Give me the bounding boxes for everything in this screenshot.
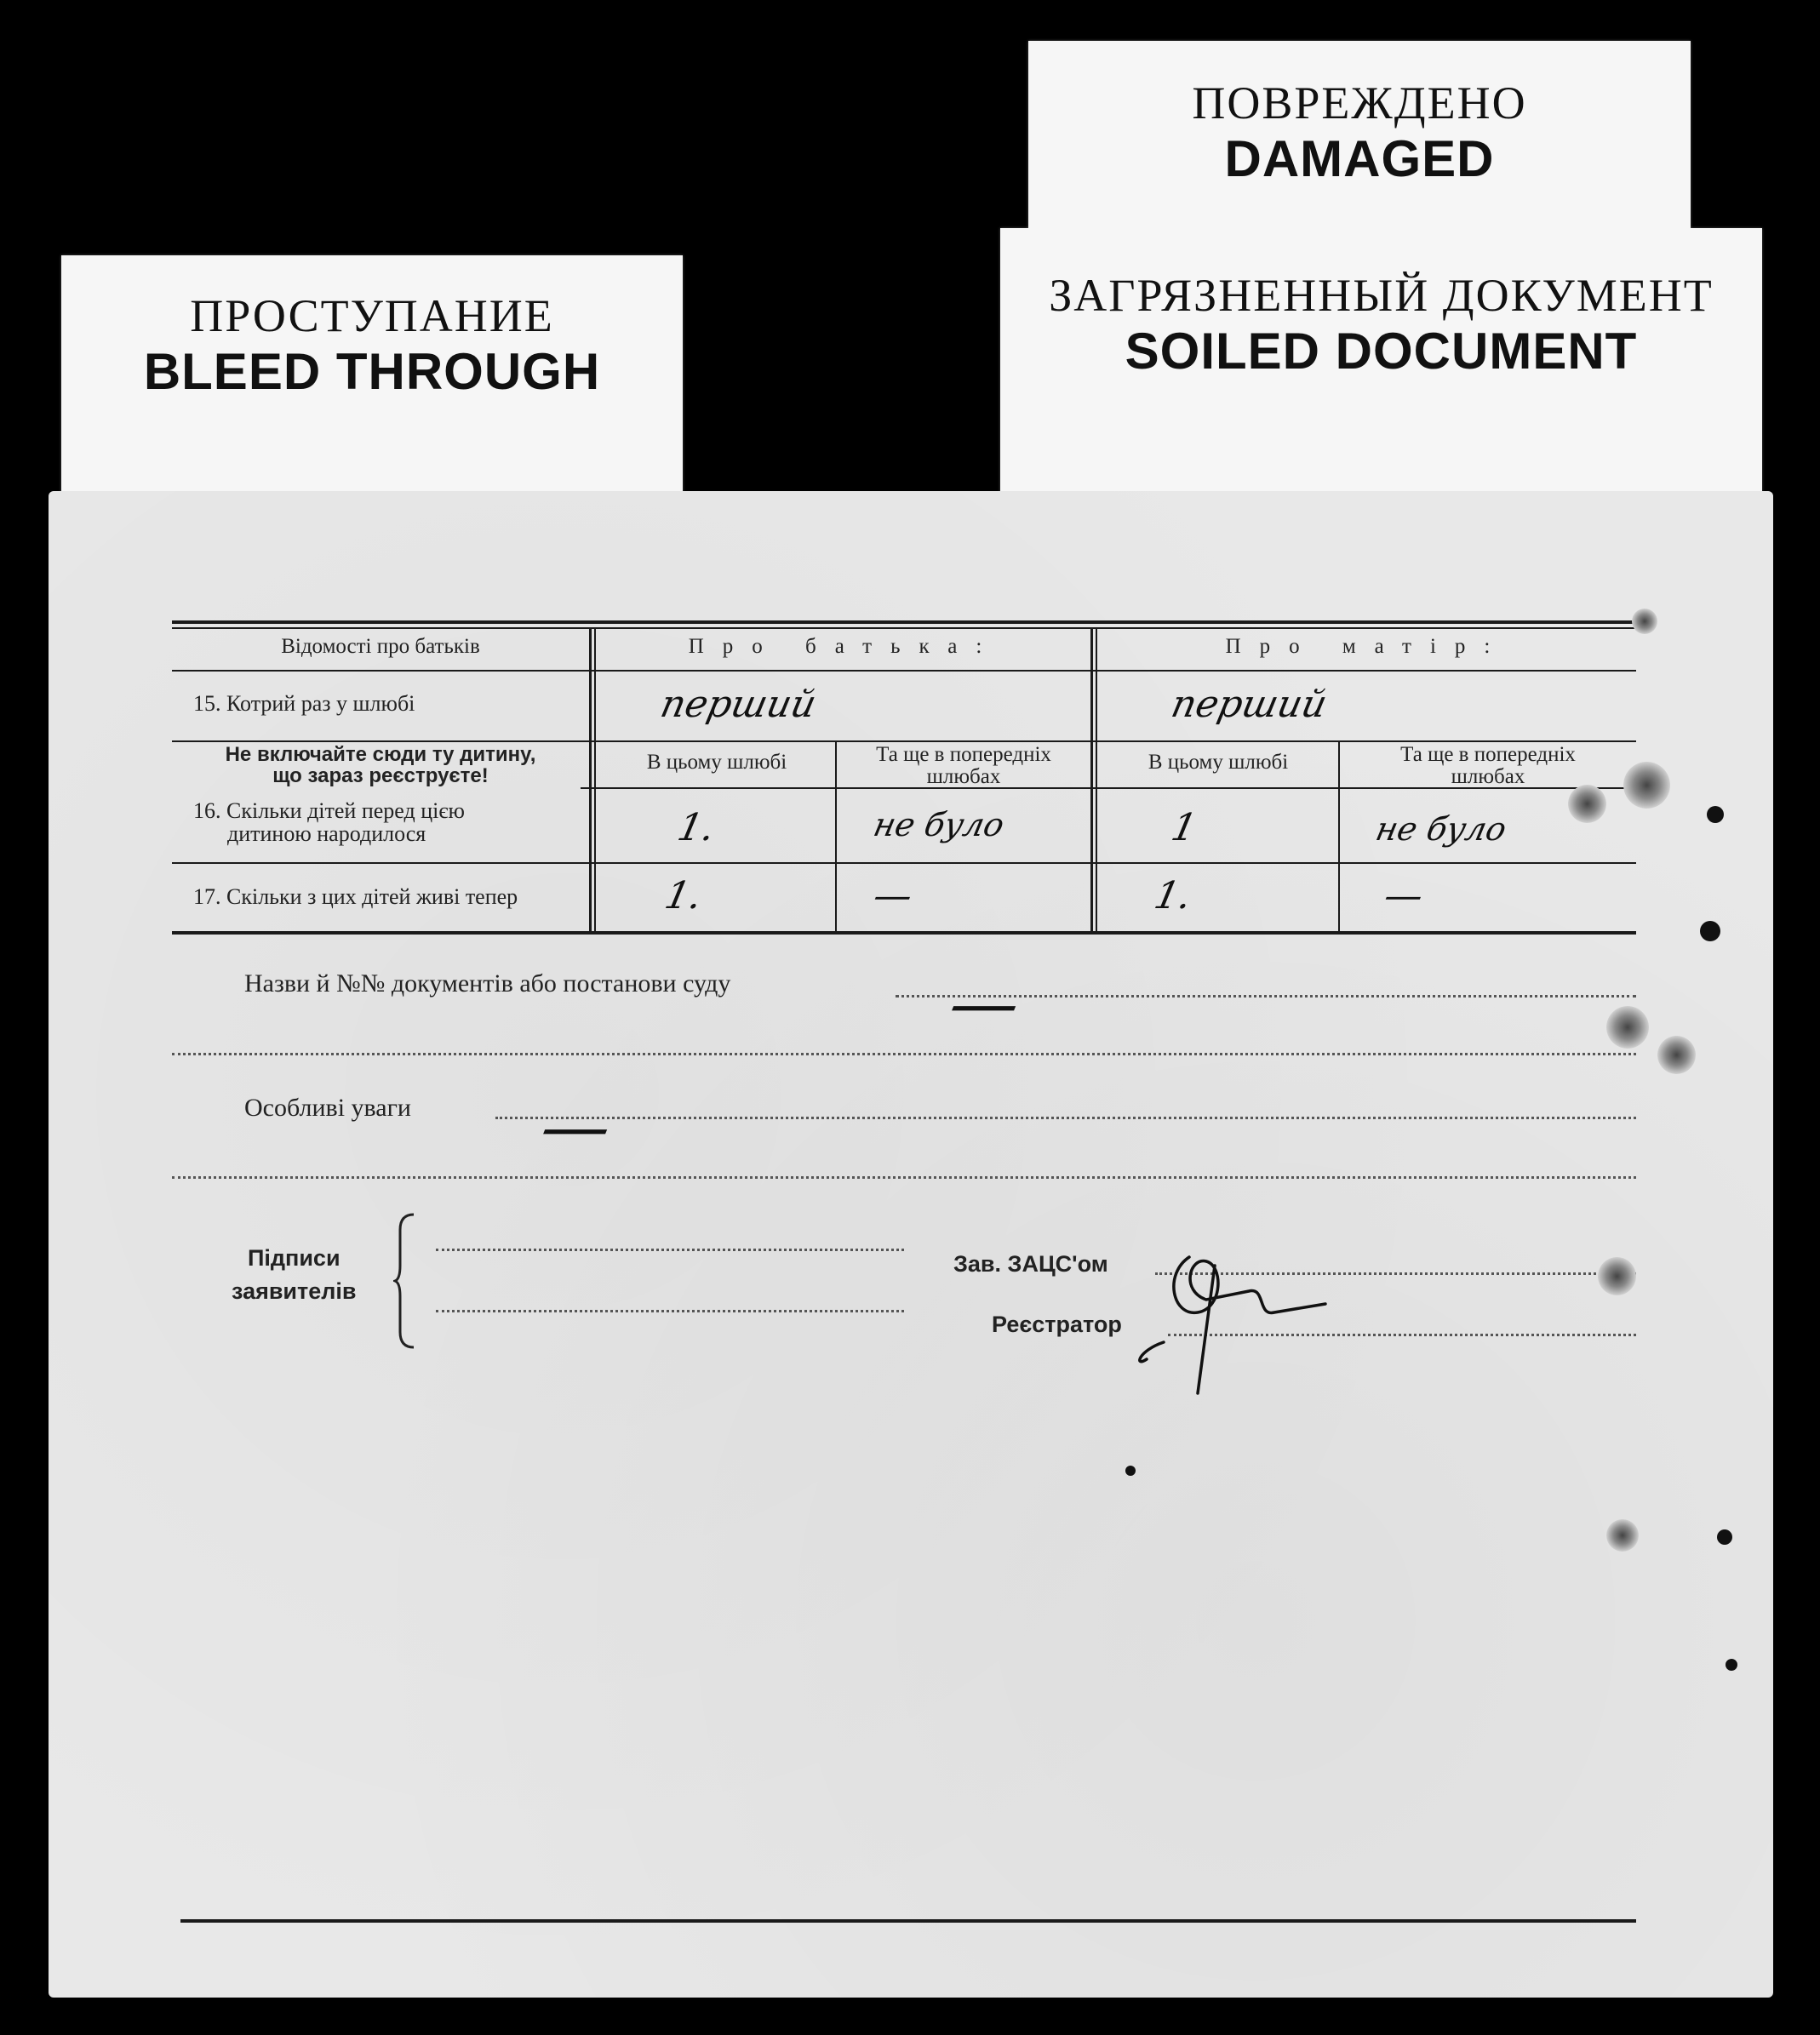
damage-hole: [1598, 1257, 1636, 1295]
damaged-en: DAMAGED: [1224, 130, 1495, 188]
header-father: Про батька:: [688, 635, 1001, 658]
col-divider-1b: [594, 627, 596, 934]
row15-father-value: перший: [656, 683, 821, 726]
signatures-label-line2: заявителів: [232, 1278, 357, 1305]
subheader-mother-prev-line2: шлюбах: [1451, 765, 1525, 789]
documents-line-2: [172, 1053, 1636, 1055]
header-parents-info: Відомості про батьків: [281, 635, 480, 658]
damaged-ru: ПОВРЕЖДЕНО: [1192, 77, 1527, 129]
damage-hole: [1657, 1036, 1696, 1074]
ink-spot: [1125, 1466, 1136, 1476]
documents-label: Назви й №№ документів або постанови суду: [244, 969, 731, 997]
row16-father-prev: не було: [870, 806, 1008, 843]
bleed-through-ru: ПРОСТУПАНИЕ: [190, 290, 554, 341]
subheader-father-this: В цьому шлюбі: [646, 751, 787, 774]
signatures-label: [232, 1242, 357, 1308]
ink-spot: [1700, 921, 1720, 941]
col-divider-2b: [1096, 627, 1097, 934]
subheader-mother-this: В цьому шлюбі: [1148, 751, 1289, 774]
subheader-father-prev-line2: шлюбах: [926, 765, 1001, 789]
row15-label: 15. Котрий раз у шлюбі: [193, 691, 415, 716]
row17-father-this: 1.: [661, 874, 707, 917]
damage-hole: [1606, 1006, 1649, 1049]
row15-mother-value: перший: [1167, 683, 1331, 726]
table-top-line: [172, 620, 1636, 624]
row16-mother-this: 1: [1167, 806, 1201, 849]
signatures-label-line1: Підписи: [247, 1245, 341, 1271]
subheader-note-line1: Не включайте сюди ту дитину,: [225, 743, 536, 766]
row17-mother-this: 1.: [1150, 874, 1196, 917]
row16-label-line1: 16. Скільки дітей перед цією: [193, 798, 465, 823]
soiled-en: SOILED DOCUMENT: [1125, 323, 1638, 380]
subheader-father-prev-line1: Та ще в попередніх: [876, 743, 1051, 766]
signature-line-2: [436, 1310, 904, 1312]
bottom-rule: [180, 1919, 1636, 1923]
row15-bottom-line: [172, 740, 1636, 742]
row16-label: [193, 799, 465, 846]
special-notes-value: —: [534, 1087, 619, 1166]
subheader-mother-prev-line1: Та ще в попередніх: [1400, 743, 1576, 766]
row16-bottom-line: [172, 862, 1636, 864]
damage-hole: [1623, 762, 1670, 809]
col-divider-2a: [1090, 627, 1093, 934]
ink-spot: [1707, 806, 1724, 823]
row16-label-line2: дитиною народилося: [227, 821, 426, 847]
head-label: Зав. ЗАЦС'ом: [953, 1251, 1108, 1277]
signatures-brace: [393, 1213, 419, 1349]
punch-hole: [1632, 609, 1657, 634]
subheader-note-line2: що зараз реєструєте!: [272, 764, 489, 788]
registrar-signature: [1130, 1240, 1385, 1402]
table-bottom-line: [172, 931, 1636, 935]
table-top-line-2: [172, 627, 1636, 629]
damaged-tag: [1028, 41, 1691, 230]
row16-mother-prev: не було: [1372, 810, 1510, 848]
special-notes-line-2: [172, 1176, 1636, 1179]
row17-mother-prev: —: [1380, 874, 1428, 917]
special-notes-label: Особливі уваги: [244, 1094, 411, 1122]
row16-father-this: 1.: [673, 806, 719, 849]
soiled-ru: ЗАГРЯЗНЕННЫЙ ДОКУМЕНТ: [1049, 270, 1714, 321]
registrar-label: Реєстратор: [992, 1312, 1122, 1337]
subheader-father-prev: [837, 744, 1090, 789]
bleed-through-en: BLEED THROUGH: [143, 343, 601, 401]
col-divider-1a: [589, 627, 592, 934]
ink-spot: [1717, 1529, 1732, 1545]
damage-hole: [1568, 785, 1606, 823]
row17-label: 17. Скільки з цих дітей живі тепер: [193, 884, 518, 909]
punch-hole: [1606, 1519, 1639, 1552]
header-mother: Про матір:: [1225, 635, 1509, 658]
subheader-note: [172, 744, 589, 786]
header-bottom-line: [172, 670, 1636, 672]
documents-value: —: [942, 963, 1027, 1043]
ink-spot: [1726, 1659, 1737, 1671]
subheader-mother-prev: [1340, 744, 1636, 789]
soiled-document-tag: [1000, 228, 1762, 494]
row17-father-prev: —: [869, 874, 917, 917]
bleed-through-tag: [61, 255, 683, 494]
special-notes-line-1: [495, 1117, 1636, 1119]
signature-line-1: [436, 1249, 904, 1251]
document-sheet: [49, 491, 1773, 1998]
